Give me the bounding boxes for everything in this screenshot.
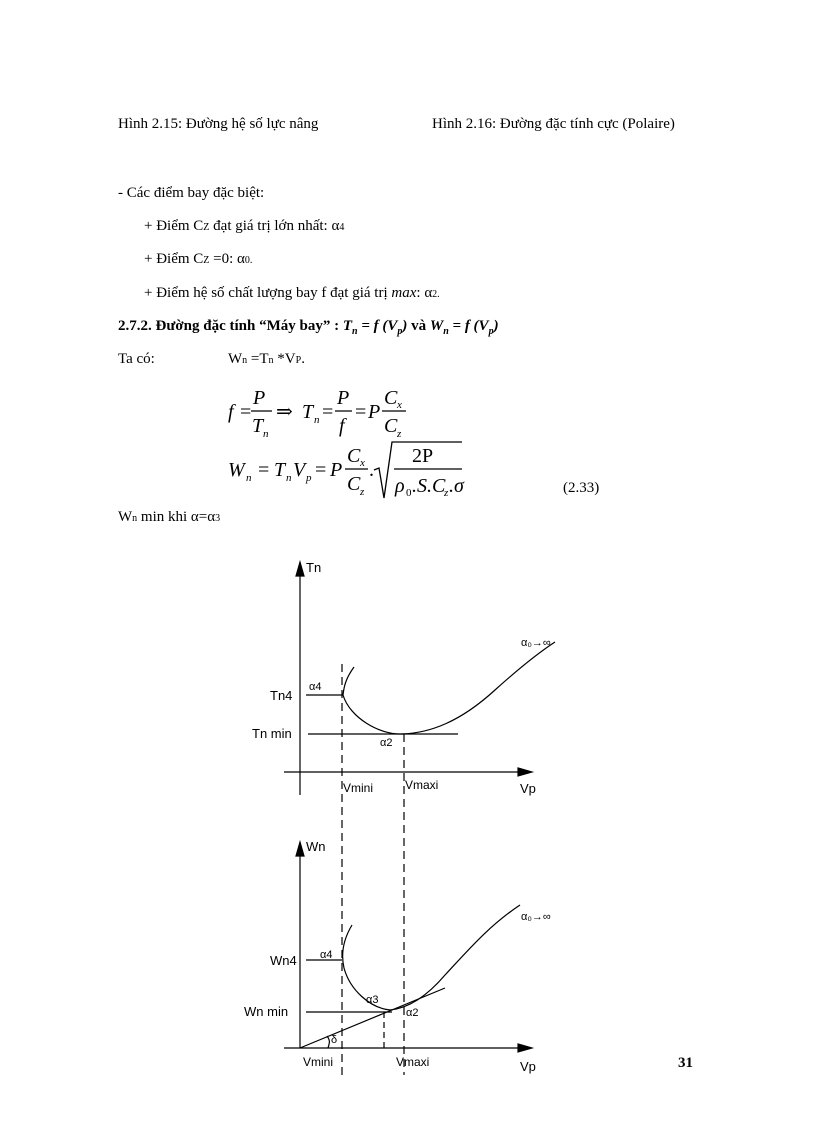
- svg-text:2P: 2P: [412, 445, 434, 467]
- svg-text:C: C: [347, 473, 361, 495]
- wn-axis-label: Wn: [306, 839, 326, 854]
- ta-co-relation: Wn =Tn *VP.: [228, 351, 305, 367]
- implies-symbol: ⇒: [276, 401, 293, 423]
- svg-text:T: T: [274, 459, 286, 481]
- delta-angle-arc: [327, 1036, 329, 1048]
- special-points-heading: - Các điểm bay đặc biệt:: [118, 185, 265, 201]
- svg-text:T: T: [302, 401, 314, 423]
- tn-axis-label: Tn: [306, 560, 322, 575]
- tn-curve: [343, 642, 555, 734]
- caption-figure-2-15: Hình 2.15: Đường hệ số lực nâng: [118, 116, 319, 132]
- alpha4-bottom-label: α4: [320, 949, 333, 961]
- svg-text:V: V: [293, 459, 306, 481]
- caption-figure-2-16: Hình 2.16: Đường đặc tính cực (Polaire): [432, 116, 675, 132]
- page-number: 31: [678, 1055, 693, 1071]
- wn4-label: Wn4: [270, 953, 297, 968]
- svg-text:p: p: [306, 472, 312, 484]
- vmini-top-label: Vmini: [343, 781, 374, 795]
- svg-text:=: =: [258, 459, 270, 481]
- svg-text:P: P: [337, 387, 350, 409]
- wn-axis-arrow: [296, 842, 304, 856]
- ta-co-label: Ta có:: [118, 351, 155, 367]
- vmaxi-bottom-label: Vmaxi: [396, 1055, 430, 1069]
- alpha-infinity-bottom-label: α₀→∞: [521, 911, 551, 923]
- equation-number: (2.33): [563, 480, 600, 496]
- svg-text:f: f: [339, 415, 345, 437]
- alpha-infinity-top-label: α₀→∞: [521, 637, 551, 649]
- svg-text:n: n: [246, 472, 252, 484]
- vp-axis-arrow-bottom: [518, 1044, 532, 1052]
- alpha3-label: α3: [366, 994, 379, 1006]
- svg-text:n: n: [263, 428, 269, 440]
- svg-text:z: z: [444, 487, 449, 499]
- vp-axis-arrow-top: [518, 768, 532, 776]
- alpha4-top-label: α4: [309, 681, 322, 693]
- delta-label: δ: [331, 1034, 338, 1046]
- svg-text:=: =: [240, 401, 252, 423]
- f-symbol: f: [228, 401, 234, 423]
- svg-text:.S.C: .S.C: [412, 475, 446, 497]
- alpha2-bottom-label: α2: [406, 1007, 419, 1019]
- tn4-label: Tn4: [270, 688, 293, 703]
- svg-text:C: C: [384, 387, 398, 409]
- svg-text:W: W: [228, 459, 245, 481]
- special-point-item-1: + Điểm CZ đạt giá trị lớn nhất: α4: [144, 218, 345, 234]
- svg-text:ρ: ρ: [395, 475, 405, 497]
- svg-text:n: n: [286, 472, 292, 484]
- svg-text:P: P: [368, 401, 381, 423]
- svg-text:z: z: [397, 428, 402, 440]
- svg-text:=: =: [315, 459, 327, 481]
- svg-text:P: P: [253, 387, 266, 409]
- wn-min-condition: Wn min khi α=α3: [118, 509, 221, 525]
- svg-text:.: .: [369, 459, 374, 481]
- special-point-item-3: + Điểm hệ số chất lượng bay f đạt giá trị max: α2.: [144, 285, 440, 301]
- svg-text:C: C: [384, 415, 398, 437]
- svg-text:0: 0: [406, 487, 412, 499]
- svg-text:=: =: [355, 401, 367, 423]
- svg-text:.σ: .σ: [449, 475, 464, 497]
- vp-top-label: Vp: [520, 781, 536, 796]
- vmini-bottom-label: Vmini: [303, 1055, 334, 1069]
- vp-bottom-label: Vp: [520, 1059, 536, 1074]
- alpha2-top-label: α2: [380, 737, 393, 749]
- special-point-item-2: + Điểm CZ =0: α0.: [144, 251, 253, 267]
- svg-text:=: =: [322, 401, 334, 423]
- svg-text:x: x: [360, 457, 365, 469]
- svg-text:z: z: [360, 486, 365, 498]
- svg-text:T: T: [252, 415, 264, 437]
- tn-axis-arrow: [296, 562, 304, 576]
- tnmin-label: Tn min: [252, 726, 292, 741]
- wnmin-label: Wn min: [244, 1004, 289, 1019]
- svg-text:C: C: [347, 445, 361, 467]
- section-heading: 2.7.2. Đường đặc tính “Máy bay” : $T_n = f$ $(V_p)$ và $W_n = f$ $(V_p)$: [118, 318, 499, 337]
- svg-text:x: x: [397, 399, 402, 411]
- svg-text:P: P: [330, 459, 343, 481]
- svg-text:n: n: [314, 414, 320, 426]
- vmaxi-top-label: Vmaxi: [405, 778, 439, 792]
